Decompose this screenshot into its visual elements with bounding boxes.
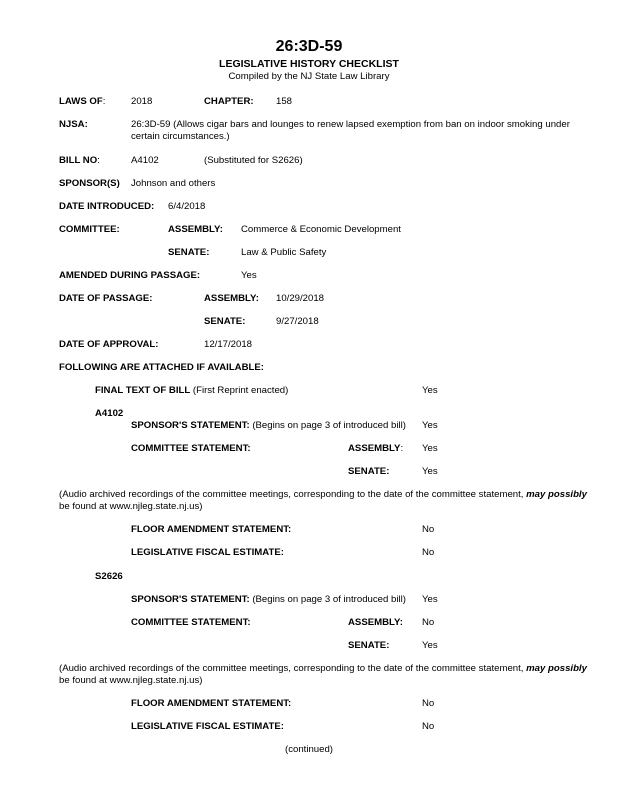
committee-assembly-value: Commerce & Economic Development	[241, 224, 401, 235]
committee-statement-assembly-label: ASSEMBLY	[348, 443, 401, 454]
audio-note-text: (Audio archived recordings of the committee meetings, corresponding to the date of the committee statement,	[59, 663, 527, 674]
committee-label: COMMITTEE:	[59, 224, 120, 235]
audio-note-emphasis: may possibly	[526, 663, 587, 674]
date-of-approval-label: DATE OF APPROVAL:	[59, 339, 159, 350]
laws-of-value: 2018	[131, 96, 153, 107]
committee-statement-assembly-colon: :	[400, 443, 404, 454]
sponsor-statement-label: SPONSOR'S STATEMENT:	[131, 594, 250, 605]
amended-label: AMENDED DURING PASSAGE:	[59, 270, 201, 281]
committee-statement-senate-label: SENATE:	[348, 640, 390, 651]
sponsor-statement-label: SPONSOR'S STATEMENT:	[131, 420, 250, 431]
sponsors-label: SPONSOR(S)	[59, 178, 120, 189]
floor-amendment-value: No	[422, 524, 435, 535]
attached-heading: FOLLOWING ARE ATTACHED IF AVAILABLE:	[59, 362, 264, 373]
page-title: 26:3D-59	[275, 38, 343, 55]
audio-note-line-1	[59, 663, 587, 675]
passage-assembly-value: 10/29/2018	[276, 293, 325, 304]
continued-note: (continued)	[285, 744, 333, 755]
sponsor-statement-row	[131, 420, 406, 432]
committee-statement-assembly-row	[348, 617, 403, 629]
date-introduced-label: DATE INTRODUCED:	[59, 201, 155, 212]
sponsor-statement-value: Yes	[422, 594, 438, 605]
sponsor-statement-row	[131, 594, 406, 606]
final-text-value: Yes	[422, 385, 438, 396]
laws-of-colon: :	[102, 96, 106, 107]
committee-statement-label: COMMITTEE STATEMENT:	[131, 443, 251, 454]
sponsor-statement-value: Yes	[422, 420, 438, 431]
audio-note-line-2: be found at www.njleg.state.nj.us)	[59, 675, 203, 686]
passage-senate-value: 9/27/2018	[276, 316, 319, 327]
sponsors-value: Johnson and others	[131, 178, 216, 189]
committee-statement-senate-value: Yes	[422, 466, 438, 477]
fiscal-estimate-value: No	[422, 547, 435, 558]
chapter-label: CHAPTER:	[204, 96, 254, 107]
floor-amendment-label: FLOOR AMENDMENT STATEMENT:	[131, 524, 292, 535]
njsa-value: 26:3D-59 (Allows cigar bars and lounges to renew lapsed exemption from ban on indoor smoking under certain circumstances.)	[131, 119, 570, 142]
bill-id-s2626: S2626	[95, 571, 123, 582]
sponsor-statement-note: (Begins on page 3 of introduced bill)	[252, 420, 406, 431]
laws-of-label-row	[59, 96, 105, 108]
passage-senate-label: SENATE:	[204, 316, 246, 327]
audio-note-line-2: be found at www.njleg.state.nj.us)	[59, 501, 203, 512]
date-of-passage-label: DATE OF PASSAGE:	[59, 293, 153, 304]
sponsor-statement-note: (Begins on page 3 of introduced bill)	[252, 594, 406, 605]
committee-statement-senate-value: Yes	[422, 640, 438, 651]
bill-id-a4102: A4102	[95, 408, 124, 419]
fiscal-estimate-value: No	[422, 721, 435, 732]
fiscal-estimate-label: LEGISLATIVE FISCAL ESTIMATE:	[131, 547, 284, 558]
committee-assembly-label: ASSEMBLY:	[168, 224, 223, 235]
committee-statement-assembly-value: Yes	[422, 443, 438, 454]
committee-senate-label: SENATE:	[168, 247, 210, 258]
bill-no-value: A4102	[131, 155, 159, 166]
floor-amendment-label: FLOOR AMENDMENT STATEMENT:	[131, 698, 292, 709]
bill-no-note: (Substituted for S2626)	[204, 155, 303, 166]
committee-statement-assembly-row	[348, 443, 403, 455]
bill-no-label: BILL NO	[59, 155, 98, 166]
floor-amendment-value: No	[422, 698, 435, 709]
final-text-note: (First Reprint enacted)	[192, 385, 289, 396]
audio-note-text: (Audio archived recordings of the committee meetings, corresponding to the date of the committee statement,	[59, 489, 527, 500]
passage-assembly-label: ASSEMBLY:	[204, 293, 259, 304]
laws-of-label: LAWS OF	[59, 96, 103, 107]
fiscal-estimate-label: LEGISLATIVE FISCAL ESTIMATE:	[131, 721, 284, 732]
bill-no-colon: :	[97, 155, 100, 166]
audio-note-line-1	[59, 489, 587, 501]
compiled-by: Compiled by the NJ State Law Library	[228, 71, 390, 82]
checklist-title: LEGISLATIVE HISTORY CHECKLIST	[219, 58, 399, 70]
final-text-row	[95, 385, 288, 397]
bill-no-label-row	[59, 155, 100, 167]
committee-senate-value: Law & Public Safety	[241, 247, 327, 258]
njsa-label: NJSA:	[59, 119, 88, 130]
committee-statement-assembly-label: ASSEMBLY:	[348, 617, 403, 628]
audio-note-emphasis: may possibly	[526, 489, 587, 500]
amended-value: Yes	[241, 270, 257, 281]
committee-statement-assembly-value: No	[422, 617, 435, 628]
date-introduced-value: 6/4/2018	[168, 201, 206, 212]
committee-statement-senate-label: SENATE:	[348, 466, 390, 477]
date-of-approval-value: 12/17/2018	[204, 339, 253, 350]
committee-statement-label: COMMITTEE STATEMENT:	[131, 617, 251, 628]
chapter-value: 158	[276, 96, 293, 107]
final-text-label: FINAL TEXT OF BILL	[95, 385, 191, 396]
